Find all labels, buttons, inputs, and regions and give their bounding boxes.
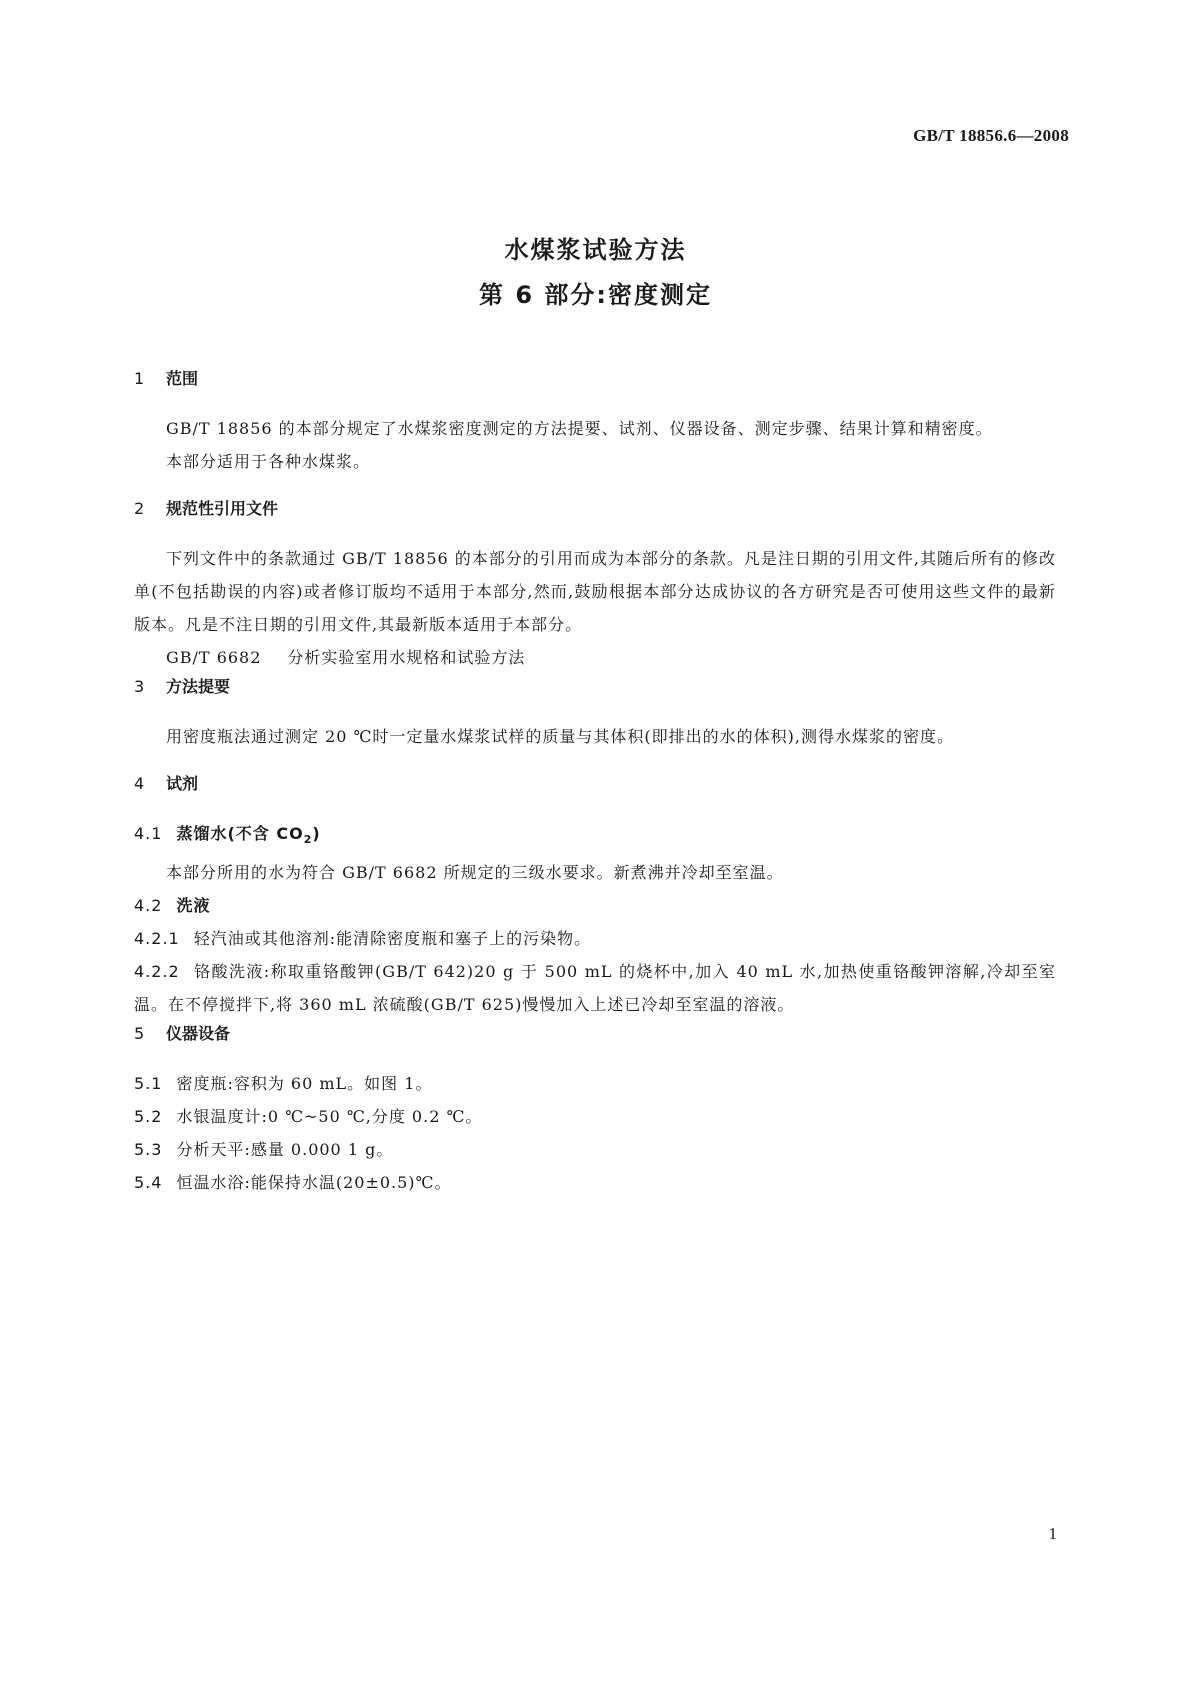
subsection-number: 4.1 xyxy=(134,824,163,843)
item-number: 5.2 xyxy=(134,1107,163,1127)
reference-code: GB/T 6682 xyxy=(166,648,262,667)
section-3-paragraph-1: 用密度瓶法通过测定 20 ℃时一定量水煤浆试样的质量与其体积(即排出的水的体积),测得水煤浆的密度。 xyxy=(166,727,955,746)
item-number: 5.4 xyxy=(134,1173,163,1193)
section-3-heading xyxy=(134,674,1056,700)
section-title: 试剂 xyxy=(166,774,199,793)
section-5-heading xyxy=(134,1021,1056,1047)
equipment-item xyxy=(134,1166,1056,1199)
subsection-text: 铬酸洗液:称取重铬酸钾(GB/T 642)20 g 于 500 mL 的烧杯中,加入 40 mL 水,加热使重铬酸钾溶解,冷却至室温。在不停搅拌下,将 360 mL 浓硫酸(GB/T 625)慢慢加入上述已冷却至室温的溶液。 xyxy=(134,962,1056,1015)
subsection-number: 4.2 xyxy=(134,896,163,916)
section-4-heading xyxy=(134,771,1056,797)
subsection-4-2-2 xyxy=(134,955,1056,1021)
section-title: 方法提要 xyxy=(166,677,231,696)
section-title: 仪器设备 xyxy=(166,1024,231,1044)
section-2-paragraph-1: 下列文件中的条款通过 GB/T 18856 的本部分的引用而成为本部分的条款。凡是注日期的引用文件,其随后所有的修改单(不包括勘误的内容)或者修订版均不适用于本部分,然而,鼓励根据本部分达成协议的各方研究是否可使用这些文件的最新版本。凡是不注日期的引用文件,其最新版本适用于本部分。 xyxy=(134,549,1056,634)
section-title: 范围 xyxy=(166,369,199,388)
section-title: 规范性引用文件 xyxy=(166,499,279,518)
subsection-number: 4.2.2 xyxy=(134,962,180,982)
equipment-item xyxy=(134,1067,1056,1100)
equipment-item xyxy=(134,1100,1056,1133)
item-text: 密度瓶:容积为 60 mL。如图 1。 xyxy=(176,1074,433,1094)
section-1-paragraph-1: GB/T 18856 的本部分规定了水煤浆密度测定的方法提要、试剂、仪器设备、测定步骤、结果计算和精密度。 xyxy=(166,419,993,438)
subsection-4-1-heading xyxy=(134,817,1056,856)
item-text: 水银温度计:0 ℃~50 ℃,分度 0.2 ℃。 xyxy=(176,1107,483,1127)
subsection-4-2-heading xyxy=(134,889,1056,922)
item-text: 恒温水浴:能保持水温(20±0.5)℃。 xyxy=(176,1173,452,1193)
document-body xyxy=(134,366,1056,1199)
equipment-item xyxy=(134,1133,1056,1166)
subsection-title: 蒸馏水(不含 $CO_2$) xyxy=(176,824,321,847)
standard-number: GB/T 18856.6—2008 xyxy=(913,126,1069,145)
subsection-text: 轻汽油或其他溶剂:能清除密度瓶和塞子上的污染物。 xyxy=(193,929,592,949)
section-number: 5 xyxy=(134,1024,145,1044)
subsection-title: 洗液 xyxy=(176,896,211,916)
section-1-paragraph-2: 本部分适用于各种水煤浆。 xyxy=(166,452,371,471)
reference-title: 分析实验室用水规格和试验方法 xyxy=(287,648,526,667)
document-title xyxy=(0,228,1191,318)
section-number: 4 xyxy=(134,774,145,793)
subsection-number: 4.2.1 xyxy=(134,929,180,949)
title-line-2: 第 6 部分:密度测定 xyxy=(478,281,712,309)
item-text: 分析天平:感量 0.000 1 g。 xyxy=(176,1140,394,1160)
section-1-heading xyxy=(134,366,1056,392)
section-number: 2 xyxy=(134,499,145,518)
section-number: 3 xyxy=(134,677,145,696)
title-line-1: 水煤浆试验方法 xyxy=(504,236,687,264)
subsection-4-2-1 xyxy=(134,922,1056,955)
subsection-4-1-text: 本部分所用的水为符合 GB/T 6682 所规定的三级水要求。新煮沸并冷却至室温。 xyxy=(166,863,784,883)
section-number: 1 xyxy=(134,369,145,388)
item-number: 5.1 xyxy=(134,1074,163,1094)
page-number: 1 xyxy=(1048,1524,1057,1543)
section-2-heading xyxy=(134,496,1056,522)
normative-reference xyxy=(134,641,1056,674)
item-number: 5.3 xyxy=(134,1140,163,1160)
